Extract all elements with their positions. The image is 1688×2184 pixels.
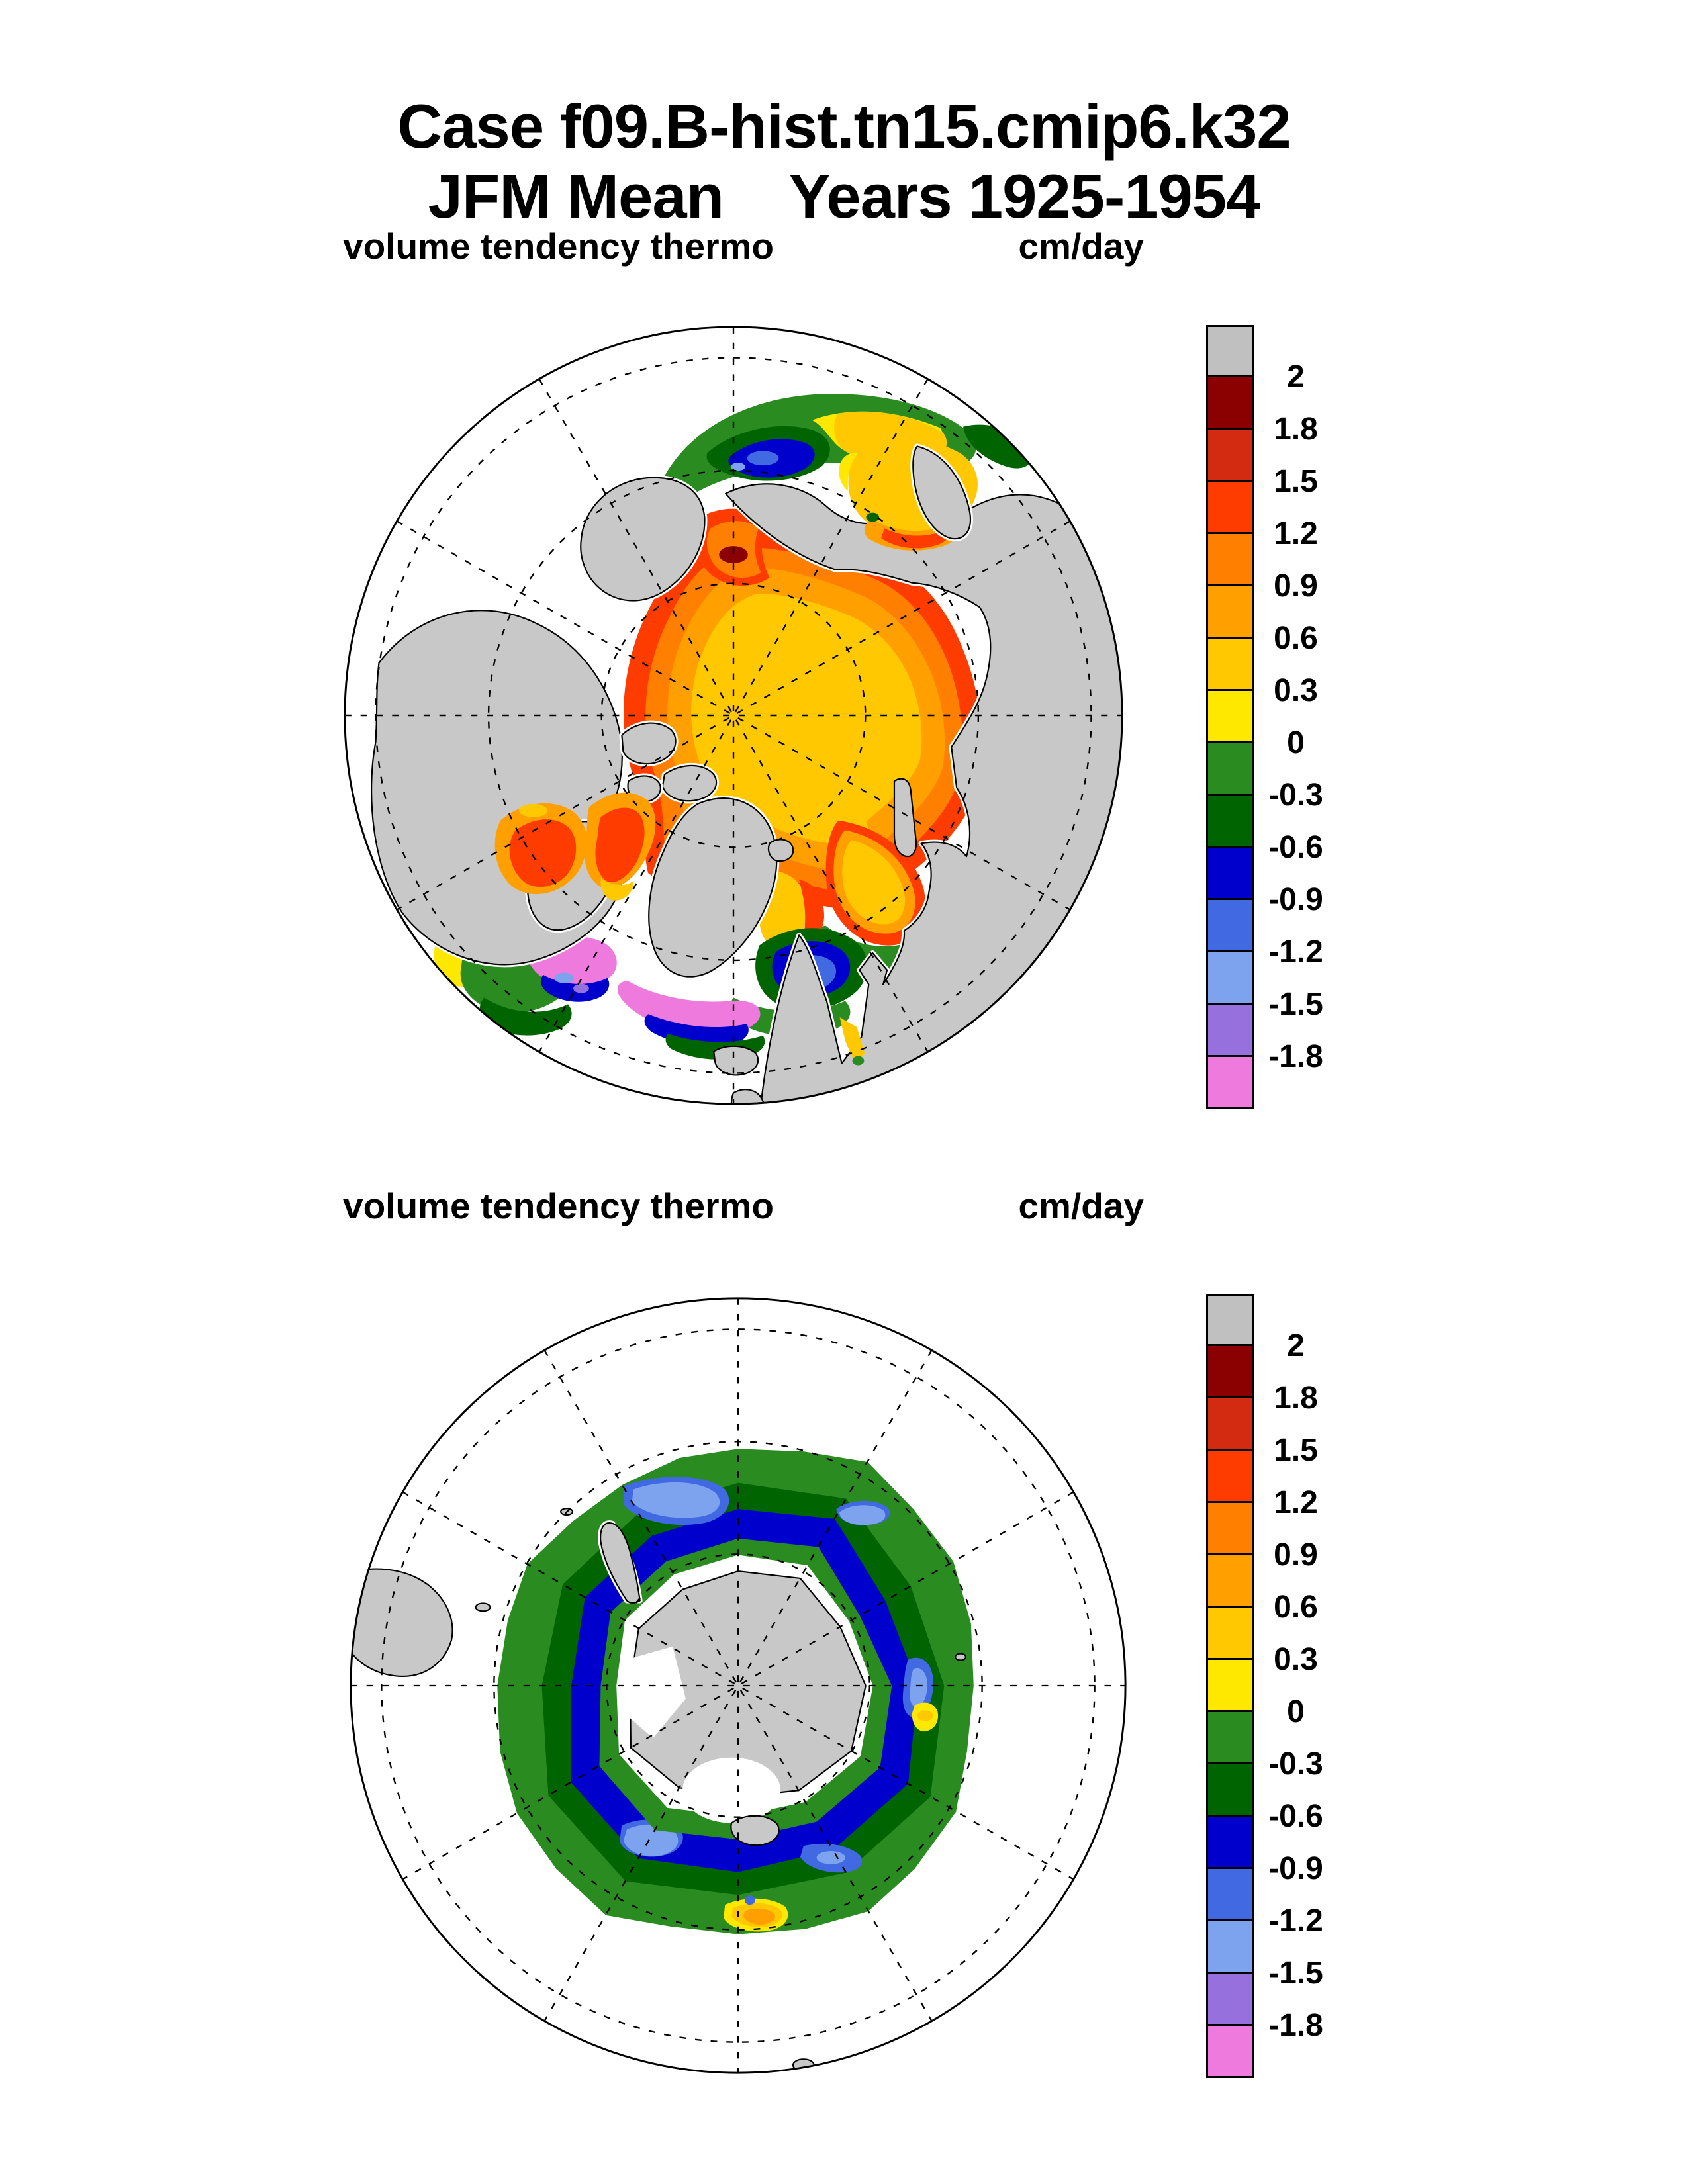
colorbar-cell	[1206, 846, 1254, 900]
colorbar-boundary-label: 1.8	[1274, 412, 1318, 447]
colorbar-boundary-label: -1.2	[1268, 934, 1323, 970]
figure-title-block	[0, 91, 1688, 232]
ross-ice-shelf	[682, 1758, 780, 1823]
colorbar-boundary-label: 0	[1287, 725, 1305, 760]
colorbar-boundary-label: 1.5	[1274, 464, 1318, 499]
colorbar-boundary-label: 0.6	[1274, 1590, 1318, 1625]
colorbar-cell	[1206, 428, 1254, 482]
colorbar-south	[1206, 1294, 1254, 2078]
colorbar-cell	[1206, 950, 1254, 1005]
colorbar-cell	[1206, 1294, 1254, 1346]
colorbar-boundary-label: -1.8	[1268, 1039, 1323, 1074]
south-units-label: cm/day	[1018, 1185, 1144, 1226]
colorbar-boundary-label: 1.5	[1274, 1433, 1318, 1468]
colorbar-cell	[1206, 375, 1254, 430]
colorbar-cell	[1206, 1710, 1254, 1764]
colorbar-cell	[1206, 1762, 1254, 1817]
colorbar-cell	[1206, 1344, 1254, 1398]
colorbar-boundary-label: -0.3	[1268, 778, 1323, 813]
colorbar-boundary-label: -0.9	[1268, 1851, 1323, 1886]
iceland-land	[714, 1046, 758, 1075]
colorbar-cell	[1206, 741, 1254, 796]
colorbar-cell	[1206, 584, 1254, 639]
colorbar-cell	[1206, 1867, 1254, 1921]
colorbar-boundary-label: -1.2	[1268, 1903, 1323, 1938]
colorbar-labels-south	[1258, 1294, 1334, 2078]
colorbar-boundary-label: 2	[1287, 359, 1305, 394]
colorbar-cell	[1206, 1501, 1254, 1555]
colorbar-boundary-label: 2	[1287, 1328, 1305, 1363]
period-title: JFM Mean Years 1925-1954	[428, 161, 1260, 232]
colorbar-cell	[1206, 1919, 1254, 1974]
north-panel-header	[343, 225, 1144, 267]
colorbar-cell	[1206, 532, 1254, 586]
colorbar-boundary-label: 0.9	[1274, 569, 1318, 604]
colorbar-boundary-label: -1.5	[1268, 987, 1323, 1022]
colorbar-boundary-label: -1.5	[1268, 1956, 1323, 1991]
svalbard-land	[769, 839, 793, 861]
colorbar-boundary-label: 0.3	[1274, 673, 1318, 708]
colorbar-cell	[1206, 1815, 1254, 1869]
south-panel-header	[343, 1185, 1144, 1227]
colorbar-cell	[1206, 689, 1254, 743]
colorbar-boundary-label: -0.6	[1268, 1799, 1323, 1834]
colorbar-boundary-label: 0	[1287, 1694, 1305, 1729]
colorbar-cell	[1206, 637, 1254, 691]
colorbar-cell	[1206, 1972, 1254, 2026]
colorbar-cell	[1206, 1449, 1254, 1503]
colorbar-boundary-label: 0.6	[1274, 621, 1318, 656]
colorbar-cell	[1206, 1396, 1254, 1451]
colorbar-cell	[1206, 2024, 1254, 2078]
colorbar-boundary-label: -0.3	[1268, 1747, 1323, 1782]
north-units-label: cm/day	[1018, 226, 1144, 267]
colorbar-north	[1206, 325, 1254, 1109]
colorbar-boundary-label: -1.8	[1268, 2008, 1323, 2043]
arctic-archipelago-island	[663, 766, 716, 801]
colorbar-cell	[1206, 1658, 1254, 1712]
colorbar-boundary-label: 0.3	[1274, 1642, 1318, 1677]
colorbar-boundary-label: 1.8	[1274, 1381, 1318, 1416]
colorbar-cell	[1206, 794, 1254, 848]
colorbar-boundary-label: 0.9	[1274, 1537, 1318, 1572]
colorbar-cell	[1206, 1606, 1254, 1660]
colorbar-cell	[1206, 898, 1254, 952]
colorbar-boundary-label: 1.2	[1274, 516, 1318, 551]
colorbar-cell	[1206, 325, 1254, 377]
south-polar-map	[346, 1293, 1131, 2078]
colorbar-cell	[1206, 1003, 1254, 1057]
south-field-label: volume tendency thermo	[343, 1185, 774, 1226]
north-polar-map	[340, 322, 1127, 1109]
colorbar-boundary-label: -0.9	[1268, 882, 1323, 917]
colorbar-cell	[1206, 1055, 1254, 1109]
colorbar-boundary-label: 1.2	[1274, 1485, 1318, 1520]
colorbar-labels-north	[1258, 325, 1334, 1109]
case-title: Case f09.B-hist.tn15.cmip6.k32	[397, 91, 1291, 161]
colorbar-boundary-label: -0.6	[1268, 830, 1323, 865]
colorbar-cell	[1206, 1553, 1254, 1608]
colorbar-cell	[1206, 480, 1254, 534]
arctic-archipelago-island	[622, 723, 675, 764]
north-field-label: volume tendency thermo	[343, 226, 774, 267]
